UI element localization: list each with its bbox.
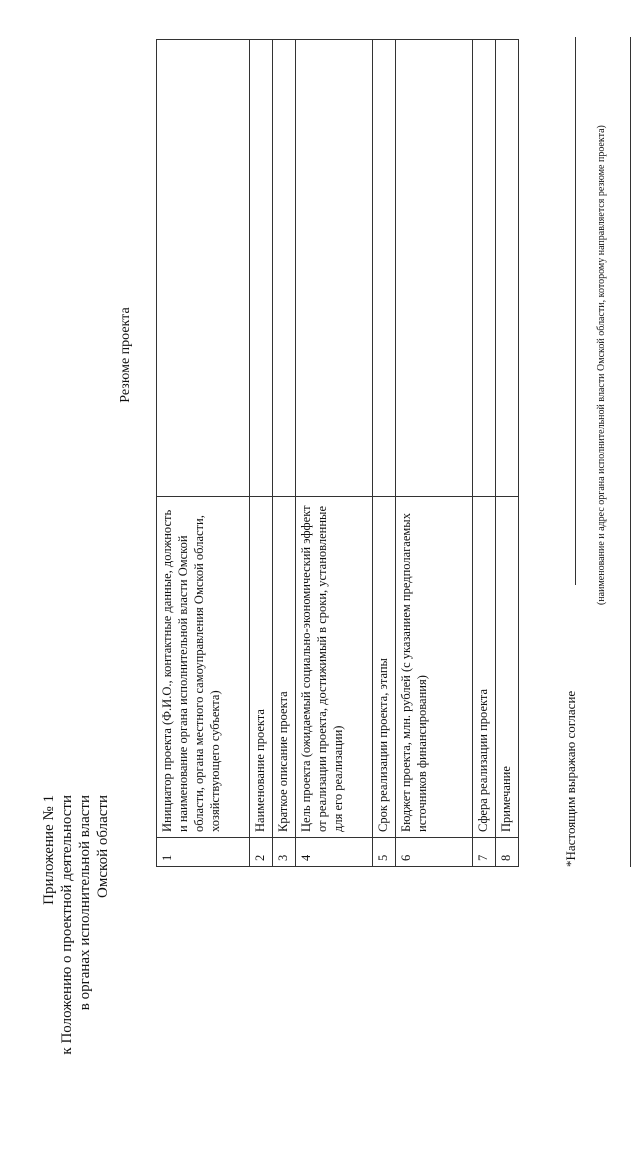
appendix-line-2: к Положению о проектной деятельности bbox=[59, 795, 75, 1055]
row-value-field[interactable] bbox=[373, 40, 396, 497]
row-value-field[interactable] bbox=[296, 40, 373, 497]
table-row bbox=[473, 40, 496, 867]
row-number: 2 bbox=[250, 838, 273, 867]
appendix-line-1: Приложение № 1 bbox=[41, 795, 57, 905]
row-number: 7 bbox=[473, 838, 496, 867]
resume-table bbox=[156, 39, 519, 867]
appendix-header bbox=[40, 795, 112, 1155]
document-title: Резюме проекта bbox=[118, 307, 133, 403]
appendix-line-4: Омской области bbox=[95, 795, 111, 898]
row-label: Наименование проекта bbox=[250, 497, 273, 838]
row-label: Срок реализации проекта, этапы bbox=[373, 497, 396, 838]
table-row bbox=[496, 40, 519, 867]
table-row bbox=[273, 40, 296, 867]
consent-text: *Настоящим выражаю согласие bbox=[563, 690, 578, 867]
row-number: 1 bbox=[157, 838, 250, 867]
row-value-field[interactable] bbox=[250, 40, 273, 497]
table-row bbox=[373, 40, 396, 867]
row-number: 8 bbox=[496, 838, 519, 867]
table-row bbox=[250, 40, 273, 867]
row-label: Бюджет проекта, млн. рублей (с указанием предполагаемых источников финансирования) bbox=[396, 497, 473, 838]
row-label: Краткое описание проекта bbox=[273, 497, 296, 838]
table-row bbox=[157, 40, 250, 867]
bottom-divider bbox=[630, 37, 631, 867]
row-number: 5 bbox=[373, 838, 396, 867]
table-row bbox=[396, 40, 473, 867]
row-label: Цель проекта (ожидаемый социально-экономический эффект от реализации проекта, достижимый в сроки, установленные для его реализации) bbox=[296, 497, 373, 838]
consent-note: (наименование и адрес органа исполнительной власти Омской области, которому направляется резюме проекта) bbox=[596, 125, 607, 605]
table-row bbox=[296, 40, 373, 867]
row-value-field[interactable] bbox=[496, 40, 519, 497]
row-value-field[interactable] bbox=[157, 40, 250, 497]
row-number: 6 bbox=[396, 838, 473, 867]
row-number: 3 bbox=[273, 838, 296, 867]
consent-fill-line[interactable] bbox=[575, 37, 576, 585]
row-value-field[interactable] bbox=[473, 40, 496, 497]
row-label: Сфера реализации проекта bbox=[473, 497, 496, 838]
row-value-field[interactable] bbox=[273, 40, 296, 497]
row-value-field[interactable] bbox=[396, 40, 473, 497]
row-label: Примечание bbox=[496, 497, 519, 838]
row-label: Инициатор проекта (Ф.И.О., контактные данные, должность и наименование органа исполнительной власти Омской области, органа местного самоуправления Омской области, хозяйствующего субъекта) bbox=[157, 497, 250, 838]
appendix-line-3: в органах исполнительной власти bbox=[77, 795, 93, 1011]
row-number: 4 bbox=[296, 838, 373, 867]
